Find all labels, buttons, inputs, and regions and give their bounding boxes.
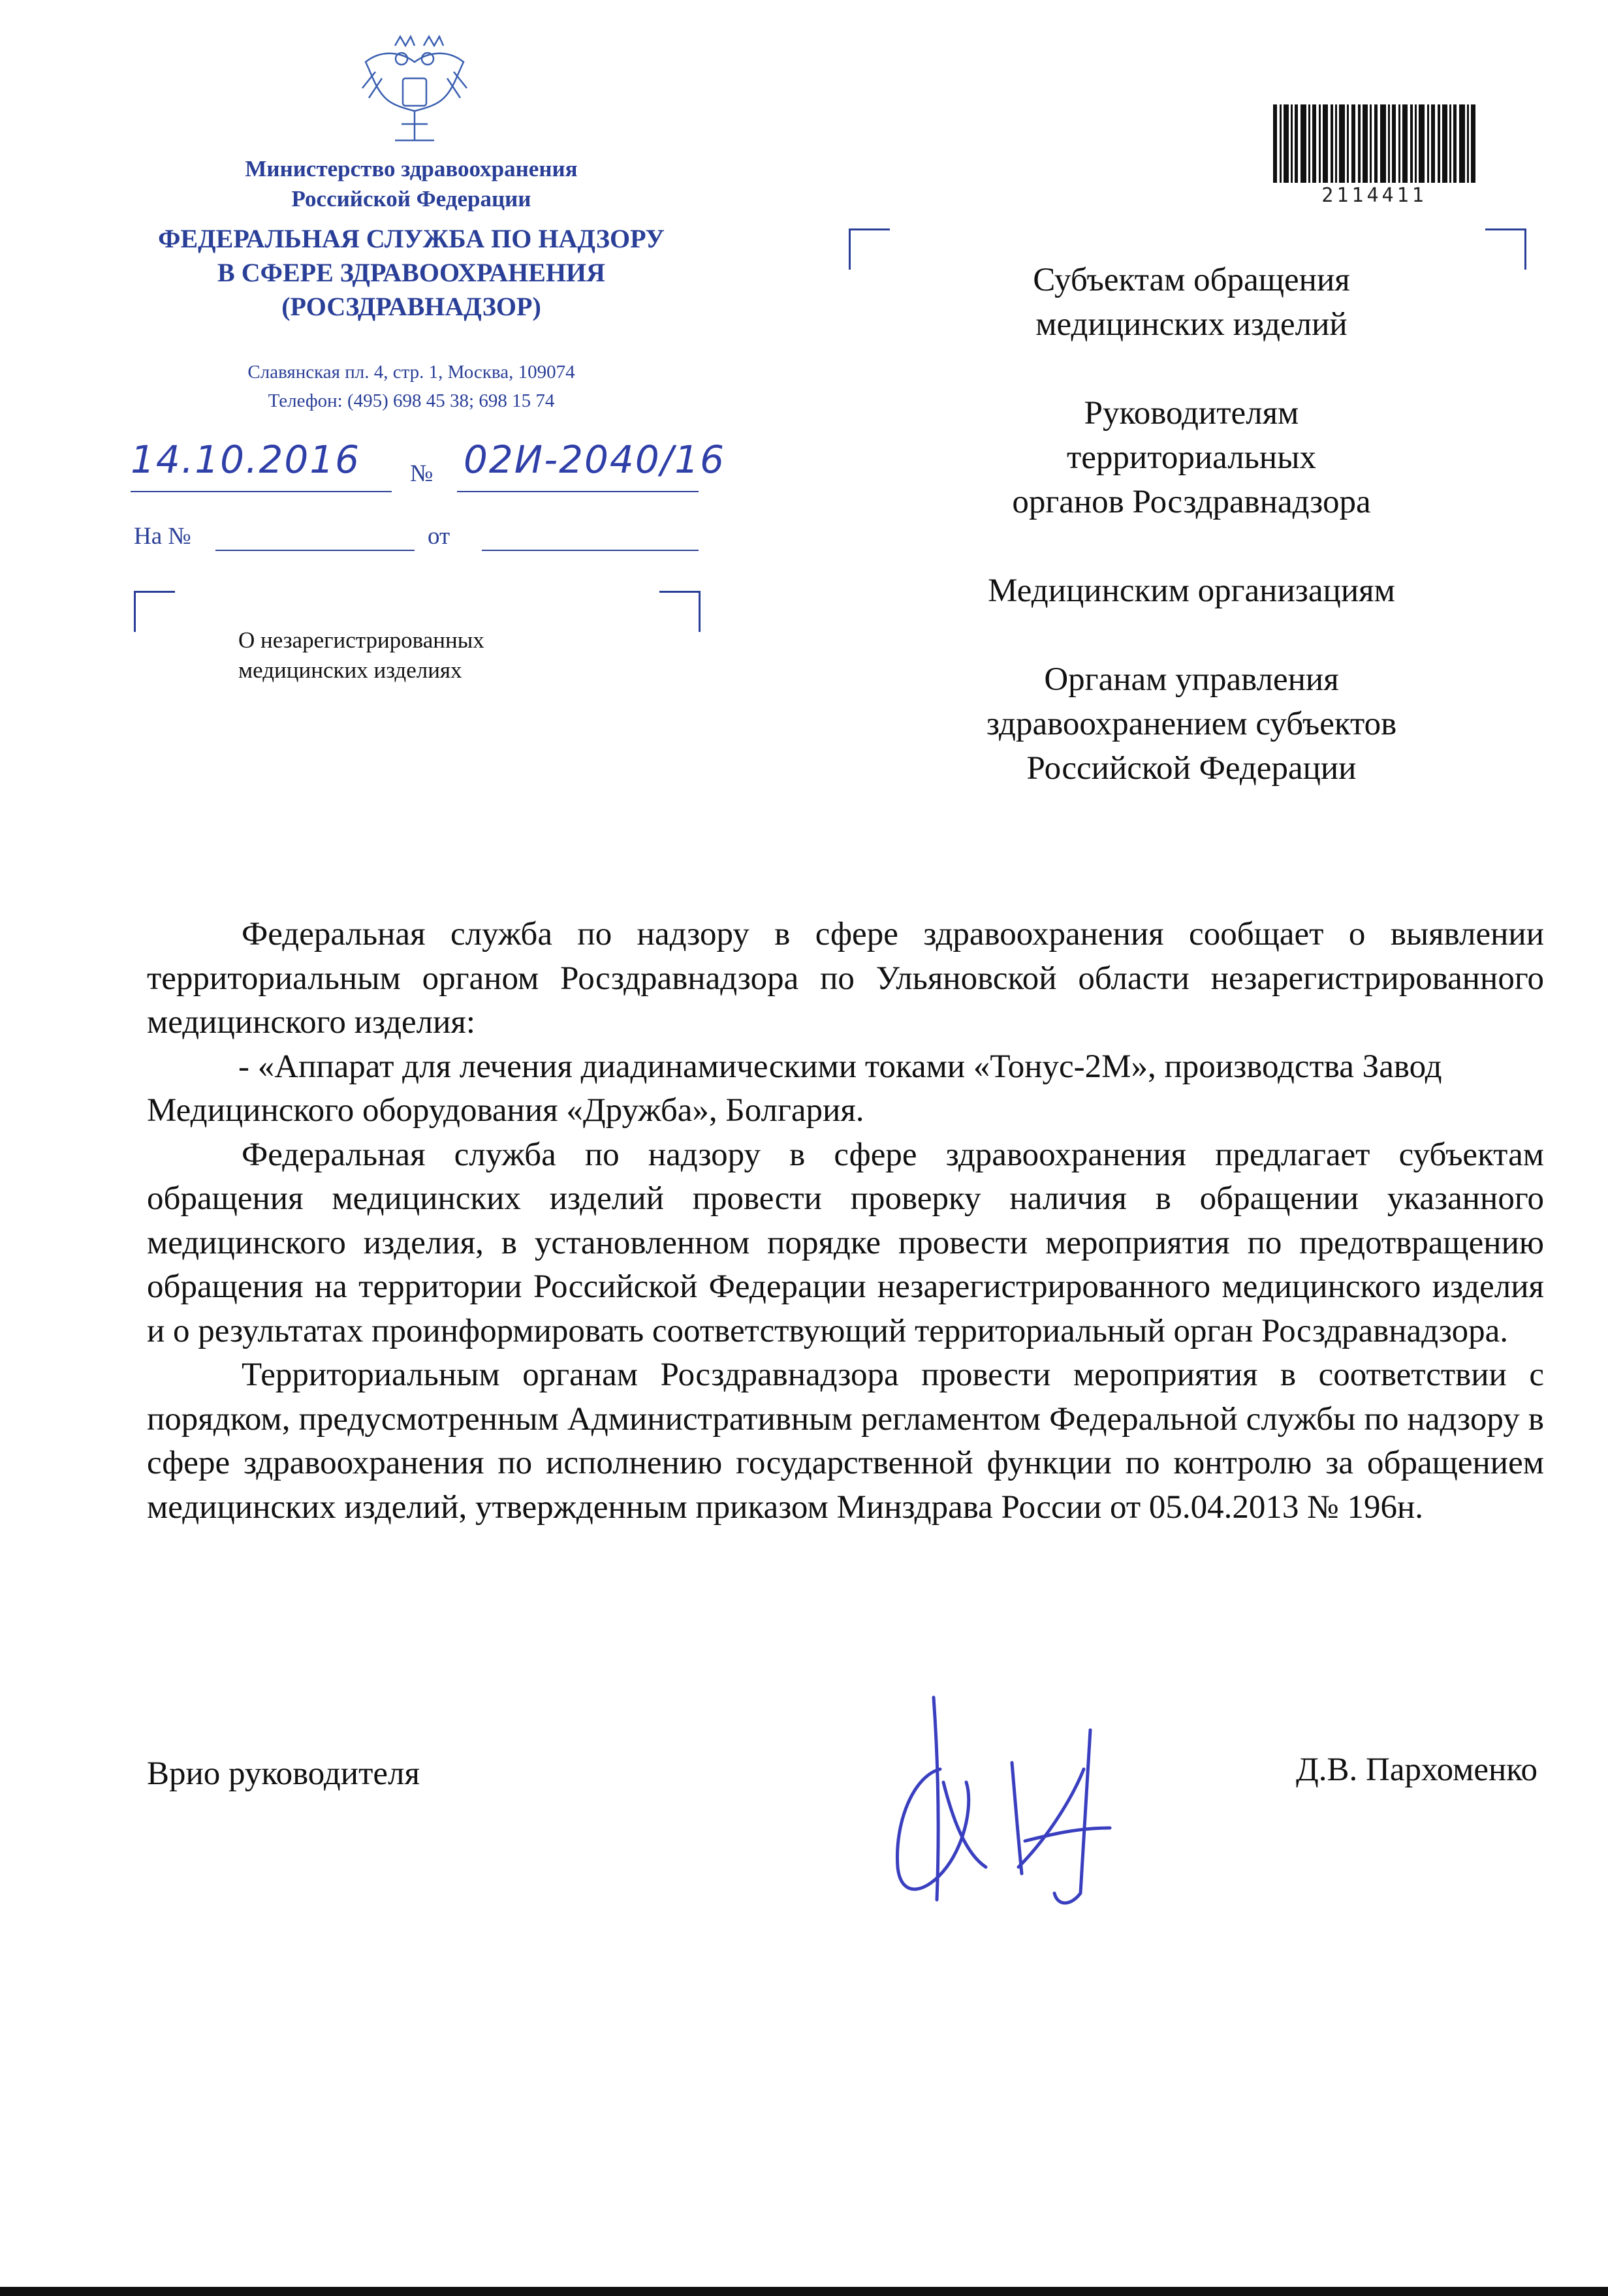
subject-corner-right bbox=[659, 591, 701, 632]
signatory-name: Д.В. Пархоменко bbox=[1296, 1752, 1537, 1788]
letter-subject: О незарегистрированных медицинских изделиях bbox=[238, 627, 484, 683]
registration-number: 02И-2040/16 bbox=[464, 437, 726, 482]
addressee-group: Медицинским организациям bbox=[988, 573, 1395, 609]
phone-numbers: Телефон: (495) 698 45 38; 698 15 74 bbox=[268, 390, 555, 411]
addressee-group: Органам управления здравоохранением субъектов Российской Федерации bbox=[986, 661, 1397, 787]
address-block bbox=[118, 358, 705, 415]
body-paragraph: Федеральная служба по надзору в сфере здравоохранения предлагает субъектам обращения медицинских изделий провести проверку наличия в обращении указанного медицинского изделия, в установленном порядке провести мероприятия по предотвращению обращения на территории Российской Федерации незарегистрированного медицинского изделия и о результатах проинформировать соответствующий территориальный орган Росздравнадзора. bbox=[147, 1136, 1544, 1349]
postal-address: Славянская пл. 4, стр. 1, Москва, 109074 bbox=[247, 362, 575, 383]
number-label: № bbox=[410, 460, 434, 487]
barcode-number: 2114411 bbox=[1321, 184, 1427, 207]
letter-body bbox=[147, 913, 1544, 1530]
body-paragraph: - «Аппарат для лечения диадинамическими токами «Тонус-2М», производства Завод Медицинского оборудования «Дружба», Болгария. bbox=[147, 1048, 1442, 1129]
addressee-block bbox=[875, 258, 1508, 835]
coat-of-arms-emblem bbox=[356, 26, 473, 157]
ministry-name: Министерство здравоохранения Российской Федерации bbox=[245, 156, 578, 212]
scan-edge bbox=[0, 2287, 1608, 2296]
addressee-group: Субъектам обращения медицинских изделий bbox=[1033, 262, 1350, 343]
addressee-group: Руководителям территориальных органов Росздравнадзора bbox=[1012, 395, 1371, 520]
reference-number-label: На № bbox=[134, 523, 191, 550]
reference-date-label: от bbox=[428, 523, 450, 550]
handwritten-signature bbox=[875, 1671, 1149, 1919]
body-paragraph: Федеральная служба по надзору в сфере здравоохранения сообщает о выявлении территориальным органом Росздравнадзора по Ульяновской области незарегистрированного медицинского изделия: bbox=[147, 916, 1544, 1041]
registration-date: 14.10.2016 bbox=[131, 437, 361, 482]
service-name: ФЕДЕРАЛЬНАЯ СЛУЖБА ПО НАДЗОРУ В СФЕРЕ ЗДРАВООХРАНЕНИЯ (РОСЗДРАВНАДЗОР) bbox=[158, 224, 665, 321]
barcode bbox=[1273, 104, 1475, 183]
signatory-position: Врио руководителя bbox=[147, 1755, 420, 1792]
body-paragraph: Территориальным органам Росздравнадзора провести мероприятия в соответствии с порядком, предусмотренным Административным регламентом Федеральной службы по надзору в сфере здравоохранения по исполнению государственной функции по контролю за обращением медицинских изделий, утвержденным приказом Минздрава России от 05.04.2013 № 196н. bbox=[147, 1357, 1544, 1526]
subject-corner-left bbox=[134, 591, 175, 632]
